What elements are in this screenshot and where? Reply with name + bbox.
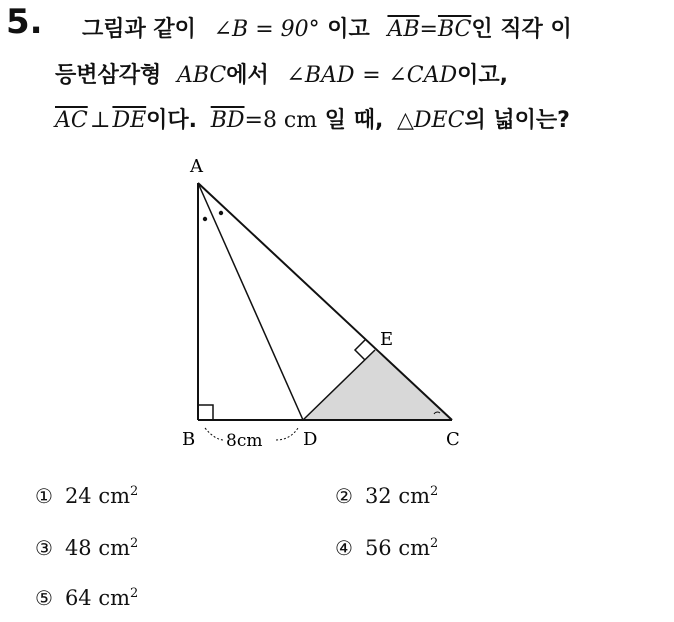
choice-3-exponent: 2	[130, 536, 139, 551]
angle-mark-bad	[203, 217, 207, 221]
q3-text-a: 이다.	[146, 108, 198, 133]
triangle-abc: ABC	[176, 63, 227, 88]
q3-text-c: 의 넓이는?	[464, 108, 570, 133]
right-angle-mark-e	[355, 340, 365, 360]
angle-bad: ∠BAD	[286, 63, 355, 88]
segment-bd: $\overline{BD}$	[210, 108, 245, 133]
label-c: C	[446, 429, 460, 450]
q1-text-b: 이고	[327, 17, 370, 42]
right-angle-mark-b	[198, 405, 213, 420]
choice-5-exponent: 2	[130, 586, 139, 601]
choice-1-value: 24	[64, 484, 92, 508]
choice-5[interactable]	[35, 586, 138, 610]
choice-2-value: 32	[364, 484, 392, 508]
choice-2-number: ②	[335, 484, 353, 508]
choice-1-number: ①	[35, 484, 53, 508]
equals-3: =	[244, 108, 263, 133]
choice-4-unit: cm	[398, 536, 431, 560]
choice-5-number: ⑤	[35, 586, 53, 610]
length-bd: 8 cm	[262, 108, 318, 133]
choice-1[interactable]	[35, 484, 138, 508]
choice-3-value: 48	[64, 536, 92, 560]
triangle-dec: △DEC	[397, 108, 465, 133]
question-number: 5.	[6, 2, 43, 42]
choice-3-unit: cm	[98, 536, 131, 560]
choice-3[interactable]	[35, 536, 138, 560]
segment-ac: $\overline{AC}$	[55, 108, 88, 133]
q2-text-c: 이고,	[457, 63, 509, 88]
label-e: E	[380, 329, 394, 350]
choice-4-number: ④	[335, 536, 353, 560]
dimension-arc-left	[205, 428, 224, 440]
choice-3-number: ③	[35, 536, 53, 560]
choice-2-exponent: 2	[430, 484, 439, 499]
equals-1: =	[419, 17, 438, 42]
segment-de: $\overline{DE}$	[112, 108, 147, 133]
segment-ad-line	[198, 183, 303, 420]
choice-5-value: 64	[64, 586, 92, 610]
label-a: A	[190, 156, 203, 177]
choice-5-unit: cm	[98, 586, 131, 610]
choice-4-value: 56	[364, 536, 392, 560]
segment-ab: $\overline{AB}$	[387, 17, 420, 42]
segment-bc: $\overline{BC}$	[437, 17, 472, 42]
label-d: D	[303, 429, 318, 450]
perpendicular-symbol: ⊥	[89, 108, 111, 133]
dimension-arc-right	[276, 428, 298, 440]
choice-4-exponent: 2	[430, 536, 439, 551]
shaded-triangle-dec	[303, 350, 452, 420]
label-b: B	[182, 429, 196, 450]
label-bd-length: 8cm	[226, 431, 263, 451]
q3-text-b: 일 때,	[324, 108, 384, 133]
choice-4[interactable]	[335, 536, 438, 560]
choice-2-unit: cm	[398, 484, 431, 508]
choice-1-exponent: 2	[130, 484, 139, 499]
q2-text-b: 에서	[226, 63, 269, 88]
angle-cad: ∠CAD	[388, 63, 458, 88]
segment-ac-line	[198, 183, 452, 420]
choice-1-unit: cm	[98, 484, 131, 508]
q1-text-c: 인 직각 이	[471, 17, 572, 42]
q1-text-a: 그림과 같이	[82, 17, 196, 42]
choice-2[interactable]	[335, 484, 438, 508]
angle-mark-cad	[219, 211, 223, 215]
q2-text-a: 등변삼각형	[55, 63, 162, 88]
equals-2: =	[362, 63, 381, 88]
angle-b: ∠B = 90°	[213, 17, 320, 42]
